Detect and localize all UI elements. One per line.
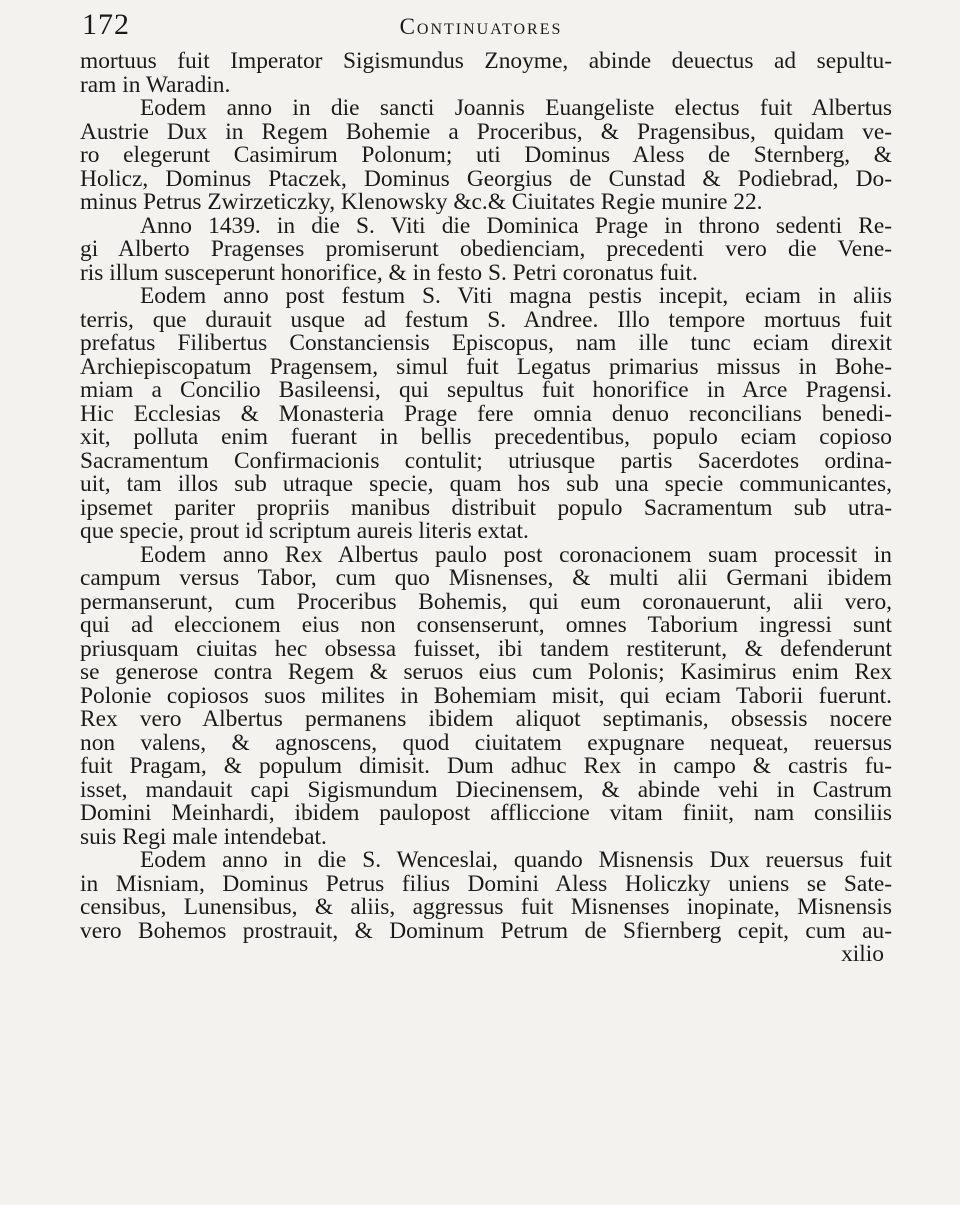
text-line: terris, que durauit usque ad festum S. Andree. Illo tempore mortuus fuit xyxy=(80,306,892,333)
body-text xyxy=(80,50,892,967)
page-header xyxy=(82,6,880,46)
text-line: ro elegerunt Casimirum Polonum; uti Dominus Aless de Sternberg, & xyxy=(80,142,892,168)
paragraph xyxy=(80,849,892,943)
text-line: xit, polluta enim fuerant in bellis precedentibus, populo eciam copioso xyxy=(80,424,892,450)
text-line: Polonie copiosos suos milites in Bohemiam misit, qui eciam Taborii fuerunt. xyxy=(80,682,892,709)
text-line: prefatus Filibertus Constanciensis Episcopus, nam ille tunc eciam direxit xyxy=(80,330,892,356)
text-line: que specie, prout id scriptum aureis literis extat. xyxy=(80,518,529,544)
paragraph xyxy=(80,541,892,850)
text-line: ram in Waradin. xyxy=(80,71,231,98)
text-line: se generose contra Regem & seruos eius cum Polonis; Kasimirus enim Rex xyxy=(80,659,892,685)
paragraph xyxy=(80,97,892,215)
text-line: ipsemet pariter propriis manibus distribuit populo Sacramentum sub utra- xyxy=(80,494,892,521)
text-line: non valens, & agnoscens, quod ciuitatem expugnare nequeat, reuersus xyxy=(80,729,892,756)
text-line: uit, tam illos sub utraque specie, quam hos sub una specie communicantes, xyxy=(80,471,892,497)
text-line: Rex vero Albertus permanens ibidem aliquot septimanis, obsessis nocere xyxy=(80,706,892,732)
running-head: Continuatores xyxy=(399,14,563,39)
page-number: 172 xyxy=(82,8,130,41)
text-line: permanserunt, cum Proceribus Bohemis, qui eum coronauerunt, alii vero, xyxy=(80,588,892,615)
catchword: xilio xyxy=(841,941,884,967)
text-line: isset, mandauit capi Sigismundum Diecinensem, & abinde vehi in Castrum xyxy=(80,776,892,803)
text-line: mortuus fuit Imperator Sigismundus Znoyme, abinde deuectus ad sepultu- xyxy=(80,48,892,74)
text-line: gi Alberto Pragenses promiserunt obedienciam, precedenti vero die Vene- xyxy=(80,236,892,262)
text-line: ris illum susceperunt honorifice, & in festo S. Petri coronatus fuit. xyxy=(80,259,698,286)
text-line: Austrie Dux in Regem Bohemie a Proceribus, & Pragensibus, quidam ve- xyxy=(80,118,892,145)
text-line: Sacramentum Confirmacionis contulit; utriusque partis Sacerdotes ordina- xyxy=(80,447,892,474)
text-line: Domini Meinhardi, ibidem paulopost affliccione vitam finiit, nam consiliis xyxy=(80,800,892,826)
text-line: vero Bohemos prostrauit, & Dominum Petrum de Sfiernberg cepit, cum au- xyxy=(80,917,892,944)
text-line: priusquam ciuitas hec obsessa fuisset, ibi tandem restiterunt, & defenderunt xyxy=(80,635,892,662)
text-line: campum versus Tabor, cum quo Misnenses, & multi alii Germani ibidem xyxy=(80,565,892,591)
text-line: Hic Ecclesias & Monasteria Prage fere omnia denuo reconcilians benedi- xyxy=(80,400,892,427)
text-line: Archiepiscopatum Pragensem, simul fuit Legatus primarius missus in Bohe- xyxy=(80,353,892,380)
text-line: Holicz, Dominus Ptaczek, Dominus Georgius de Cunstad & Podiebrad, Do- xyxy=(80,165,892,192)
text-line: in Misniam, Dominus Petrus filius Domini Aless Holiczky uniens se Sate- xyxy=(80,870,892,897)
text-line: fuit Pragam, & populum dimisit. Dum adhuc Rex in campo & castris fu- xyxy=(80,753,892,779)
text-line: minus Petrus Zwirzeticzky, Klenowsky &c.& Ciuitates Regie munire 22. xyxy=(80,189,763,215)
text-line: qui ad eleccionem eius non consenserunt, omnes Taborium ingressi sunt xyxy=(80,612,892,638)
paragraph xyxy=(80,50,892,97)
text-line: suis Regi male intendebat. xyxy=(80,823,327,850)
text-line: miam a Concilio Basileensi, qui sepultus fuit honorifice in Arce Pragensi. xyxy=(80,377,892,403)
text-line: Anno 1439. in die S. Viti die Dominica Prage in throno sedenti Re- xyxy=(140,212,892,239)
paragraph xyxy=(80,285,892,544)
text-line: Eodem anno in die sancti Joannis Euangeliste electus fuit Albertus xyxy=(140,95,892,121)
text-line: Eodem anno Rex Albertus paulo post coronacionem suam processit in xyxy=(140,541,892,568)
paragraph xyxy=(80,212,892,286)
text-line: censibus, Lunensibus, & aliis, aggressus fuit Misnenses inopinate, Misnensis xyxy=(80,894,892,920)
text-line: Eodem anno in die S. Wenceslai, quando Misnensis Dux reuersus fuit xyxy=(140,847,892,873)
text-line: Eodem anno post festum S. Viti magna pestis incepit, eciam in aliis xyxy=(140,283,892,309)
